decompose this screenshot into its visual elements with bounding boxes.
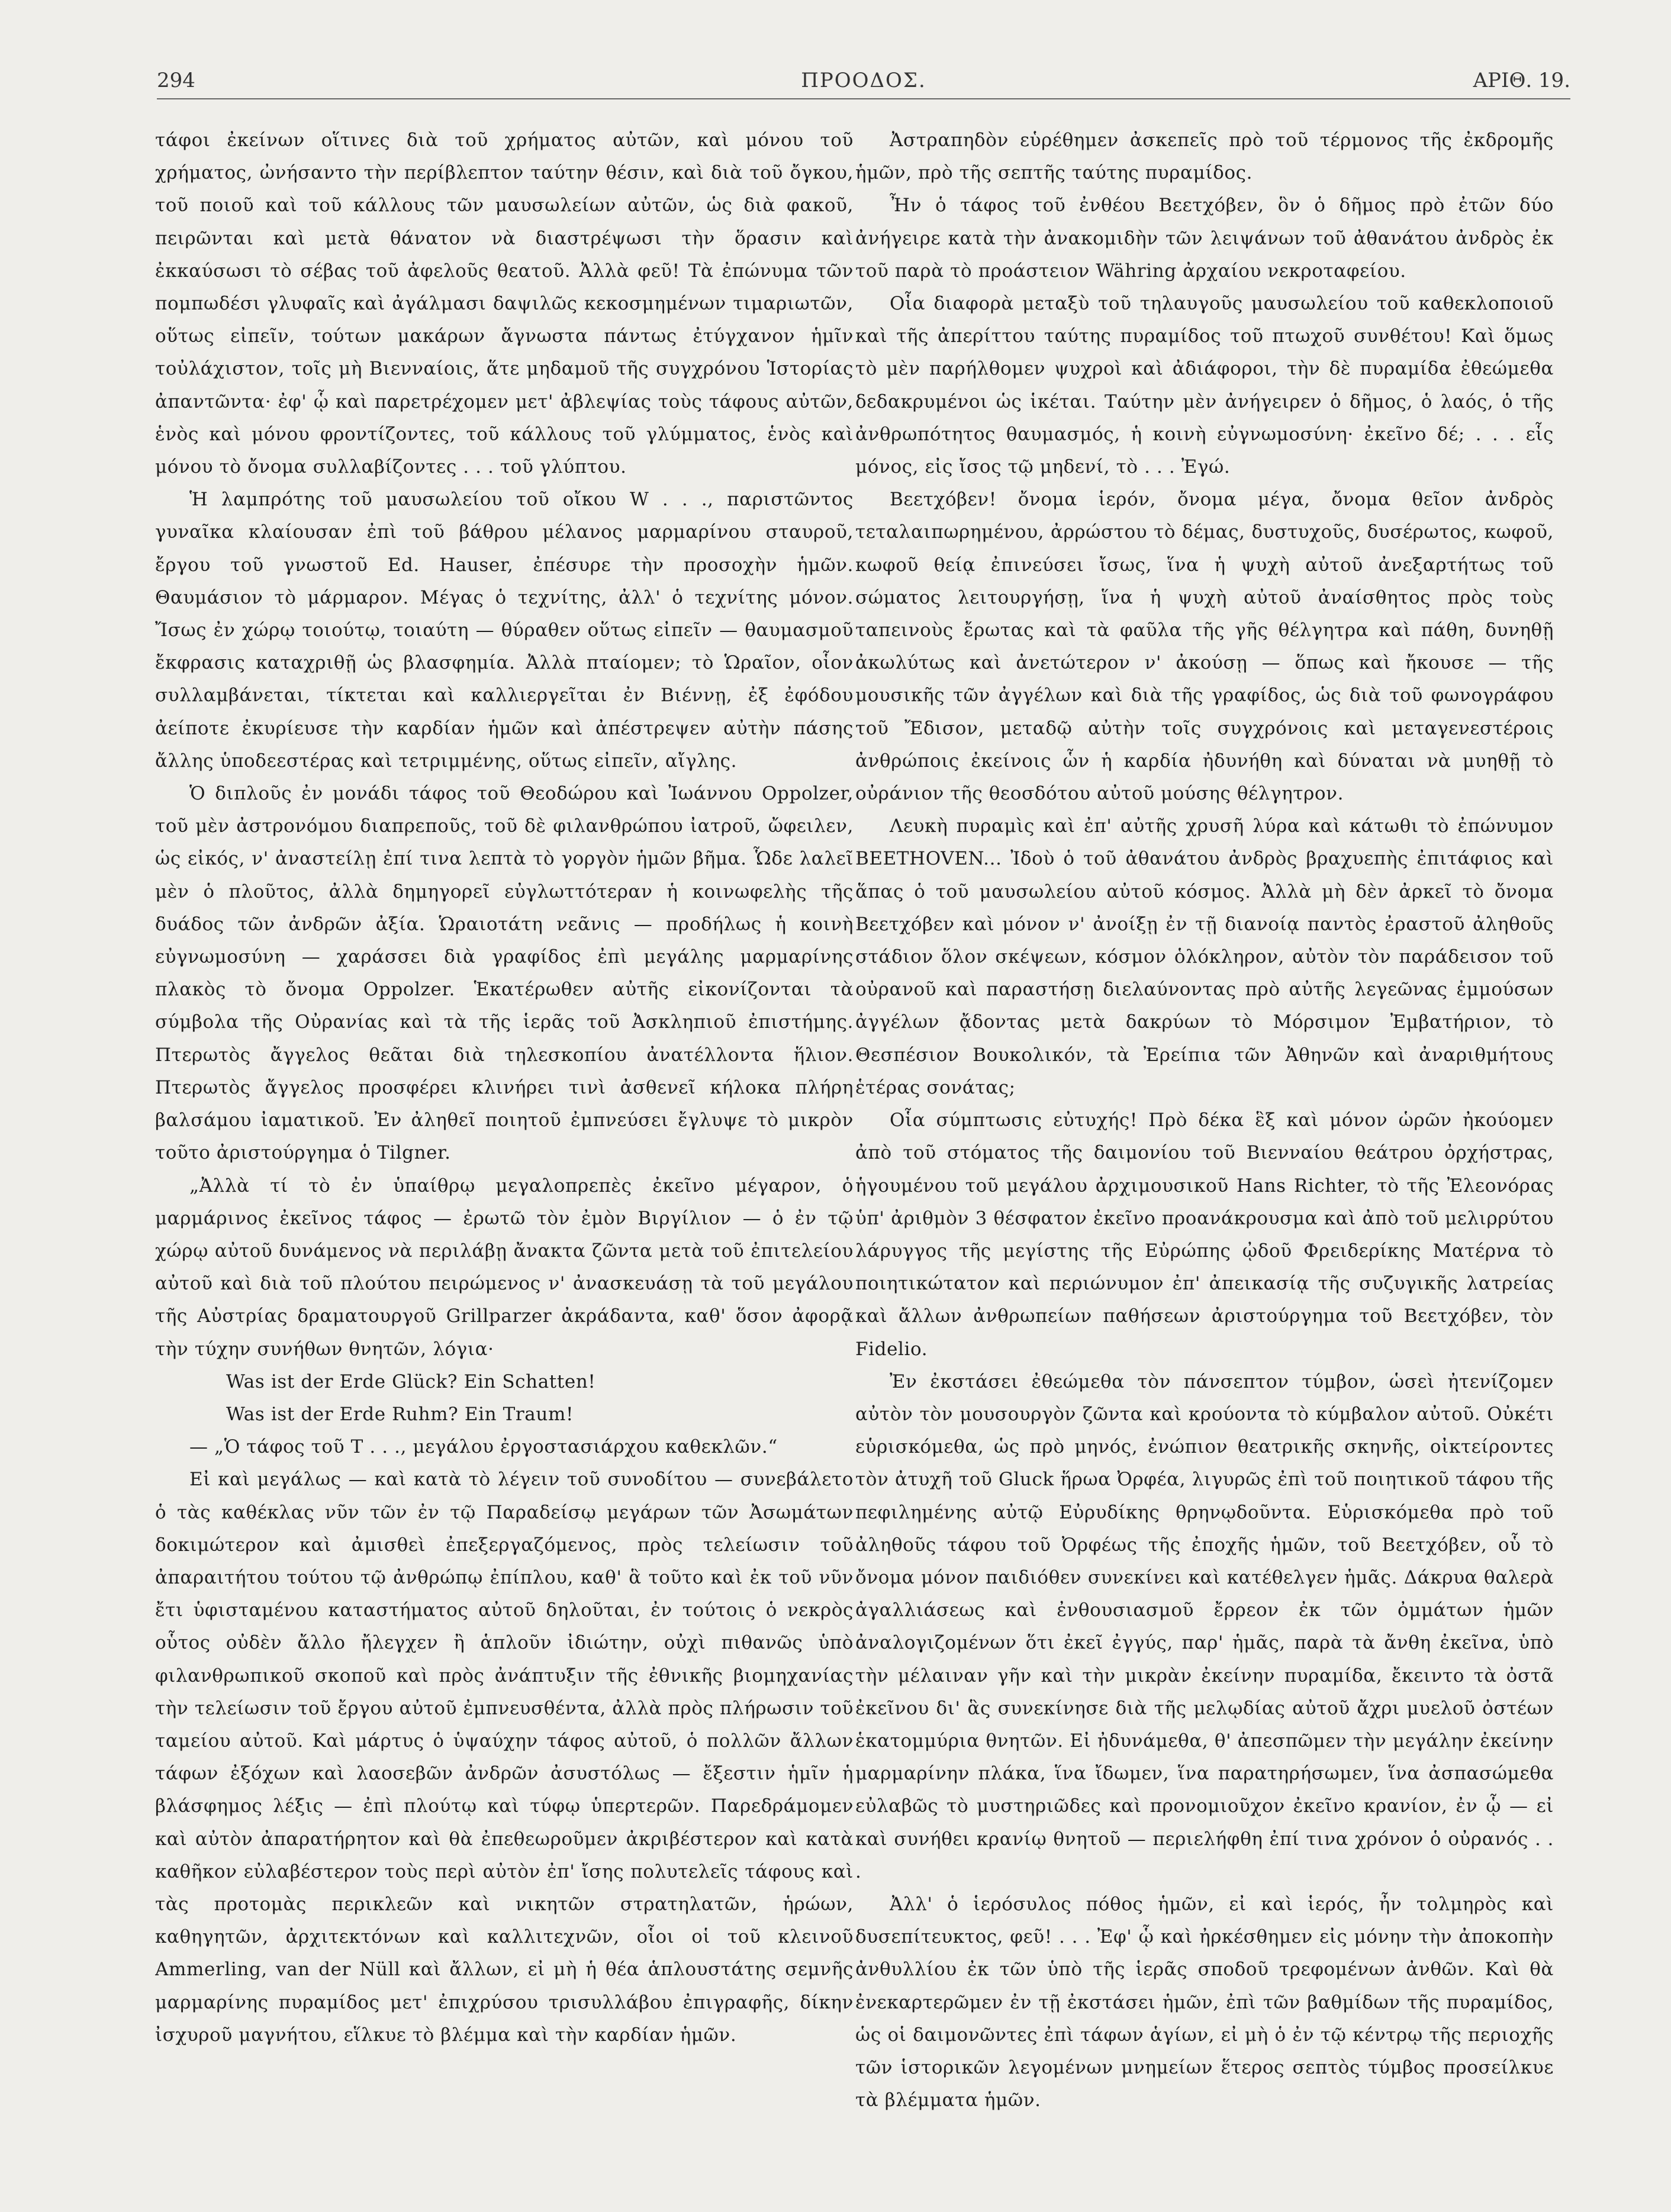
header-rule	[157, 98, 1570, 99]
paragraph: — „Ὁ τάφος τοῦ Τ . . ., μεγάλου ἐργοστασιάρχου καθεκλῶν.“	[189, 1436, 778, 1458]
paragraph: Εἰ καὶ μεγάλως — καὶ κατὰ τὸ λέγειν τοῦ συνοδίτου — συνεβάλετο ὁ τὰς καθέκλας νῦν τῶν ἐν τῷ Παραδείσῳ μεγάρων τῶν Ἀσωμάτων δοκιμώτερον καὶ ἀμισθεὶ ἐπεξεργαζόμενος, πρὸς τελείωσιν τοῦ ἀπαραιτήτου τούτου τῷ ἀνθρώπῳ ἐπίπλου, καθ' ἃ τοῦτο καὶ ἐκ τοῦ νῦν ἔτι ὑφισταμένου καταστήματος αὐτοῦ δηλοῦται, ἐν τούτοις ὁ νεκρὸς οὗτος οὐδὲν ἄλλο ἤλεγχεν ἢ ἁπλοῦν ἰδιώτην, οὐχὶ πιθανῶς ὑπὸ φιλανθρωπικοῦ σκοποῦ καὶ πρὸς ἀνάπτυξιν τῆς ἐθνικῆς βιομηχανίας τὴν τελείωσιν τοῦ ἔργου αὐτοῦ ἐμπνευσθέντα, ἀλλὰ πρὸς πλήρωσιν τοῦ ταμείου αὐτοῦ. Καὶ μάρτυς ὁ ὑψαύχην τάφος αὐτοῦ, ὁ πολλῶν ἄλλων τάφων ἐξόχων καὶ λαοσεβῶν ἀνδρῶν ἀσυστόλως — ἔξεστιν ἡμῖν ἡ βλάσφημος λέξις — ἐπὶ πλούτῳ καὶ τύφῳ ὑπερτερῶν. Παρεδράμομεν καὶ αὐτὸν ἀπαρατήρητον καὶ θὰ ἐπεθεωροῦμεν ἀκριβέστερον καὶ κατὰ καθῆκον εὐλαβέστερον τοὺς περὶ αὐτὸν ἐπ' ἴσης πολυτελεῖς τάφους καὶ τὰς προτομὰς περικλεῶν καὶ νικητῶν στρατηλατῶν, ἡρώων, καθηγητῶν, ἀρχιτεκτόνων καὶ καλλιτεχνῶν, οἷοι οἱ τοῦ κλεινοῦ Ammerling, van der Nüll καὶ ἄλλων, εἰ μὴ ἡ θέα ἁπλουστάτης σεμνῆς μαρμαρίνης πυραμίδος μετ' ἐπιχρύσου τρισυλλάβου ἐπιγραφῆς, δίκην ἰσχυροῦ μαγνήτου, εἵλκυε τὸ βλέμμα καὶ τὴν καρδίαν ἡμῶν.	[155, 1469, 854, 2046]
paragraph: Ἐν ἐκστάσει ἐθεώμεθα τὸν πάνσεπτον τύμβον, ὡσεὶ ἠτενίζομεν αὐτὸν τὸν μουσουργὸν ζῶντα καὶ κρούοντα τὸ κύμβαλον αὐτοῦ. Οὐκέτι εὑρισκόμεθα, ὡς πρὸ μηνός, ἐνώπιον θεατρικῆς σκηνῆς, οἰκτείροντες τὸν ἀτυχῆ τοῦ Gluck ἥρωα Ὀρφέα, λιγυρῶς ἐπὶ τοῦ ποιητικοῦ τάφου τῆς πεφιλημένης αὐτῷ Εὐρυδίκης θρηνῳδοῦντα. Εὑρισκόμεθα πρὸ τοῦ ἀληθοῦς τάφου τοῦ Ὀρφέως τῆς ἐποχῆς ἡμῶν, τοῦ Βεετχόβεν, οὗ τὸ ὄνομα μόνον παιδιόθεν συνεκίνει καὶ κατέθελγεν ἡμᾶς. Δάκρυα θαλερὰ ἀγαλλιάσεως καὶ ἐνθουσιασμοῦ ἔρρεον ἐκ τῶν ὀμμάτων ἡμῶν ἀναλογιζομένων ὅτι ἐκεῖ ἐγγύς, παρ' ἡμᾶς, παρὰ τὰ ἄνθη ἐκεῖνα, ὑπὸ τὴν μέλαιναν γῆν καὶ τὴν μικρὰν ἐκείνην πυραμίδα, ἔκειντο τὰ ὀστᾶ ἐκεῖνου δι' ἃς συνεκίνησε διὰ τῆς μελῳδίας αὐτοῦ ἄχρι μυελοῦ ὀστέων ἑκατομμύρια θνητῶν. Εἰ ἠδυνάμεθα, θ' ἀπεσπῶμεν τὴν μεγάλην ἐκείνην μαρμαρίνην πλάκα, ἵνα ἴδωμεν, ἵνα παρατηρήσωμεν, ἵνα ἀσπασώμεθα εὐλαβῶς τὸ μυστηριῶδες καὶ προνομιοῦχον ἐκεῖνο κρανίον, ἐν ᾧ — εἰ καὶ συνήθει κρανίῳ θνητοῦ — περιελήφθη ἐπί τινα χρόνον ὁ οὐρανός . . .	[855, 1371, 1554, 1882]
paragraph: Οἷα σύμπτωσις εὐτυχής! Πρὸ δέκα ἓξ καὶ μόνον ὡρῶν ἠκούομεν ἀπὸ τοῦ στόματος τῆς δαιμονίου τοῦ Βιενναίου θεάτρου ὀρχήστρας, ἡγουμένου τοῦ μεγάλου ἀρχιμουσικοῦ Hans Richter, τὸ τῆς Ἐλεονόρας ὑπ' ἀριθμὸν 3 θέσφατον ἐκεῖνο προανάκρουσμα καὶ ἀπὸ τοῦ μελιρρύτου λάρυγγος τῆς μεγίστης τῆς Εὐρώπης ᾠδοῦ Φρειδερίκης Ματέρνα τὸ ποιητικώτατον καὶ περιώνυμον ἐπ' ἀπεικασίᾳ τῆς συζυγικῆς λατρείας καὶ ἄλλων ἀνθρωπείων παθήσεων ἀριστούργημα τοῦ Βεετχόβεν, τὸν Fidelio.	[855, 1110, 1554, 1360]
paragraph: Ἦν ὁ τάφος τοῦ ἐνθέου Βεετχόβεν, ὃν ὁ δῆμος πρὸ ἐτῶν δύο ἀνήγειρε κατὰ τὴν ἀνακομιδὴν τῶν λειψάνων τοῦ ἀθανάτου ἀνδρὸς ἐκ τοῦ παρὰ τὸ προάστειον Währing ἀρχαίου νεκροταφείου.	[855, 195, 1554, 282]
paragraph: Ἀλλ' ὁ ἱερόσυλος πόθος ἡμῶν, εἰ καὶ ἱερός, ἦν τολμηρὸς καὶ δυσεπίτευκτος, φεῦ! . . . Ἐφ' ᾧ καὶ ἠρκέσθημεν εἰς μόνην τὴν ἀποκοπὴν ἀνθυλλίου ἐκ τῶν ὑπὸ τῆς ἱερᾶς σποδοῦ τρεφομένων ἀνθῶν. Καὶ θὰ ἐνεκαρτερῶμεν ἐν τῇ ἐκστάσει ἡμῶν, ἐπὶ τῶν βαθμίδων τῆς πυραμίδος, ὡς οἱ δαιμονῶντες ἐπὶ τάφων ἁγίων, εἰ μὴ ὁ ἐν τῷ κέντρῳ τῆς περιοχῆς τῶν ἱστορικῶν λεγομένων μνημείων ἕτερος σεπτὸς τύμβος προσείλκυε τὰ βλέμματα ἡμῶν.	[855, 1893, 1554, 2111]
paragraph: Ὁ διπλοῦς ἐν μονάδι τάφος τοῦ Θεοδώρου καὶ Ἰωάννου Oppolzer, τοῦ μὲν ἀστρονόμου διαπρεποῦς, τοῦ δὲ φιλανθρώπου ἰατροῦ, ὤφειλεν, ὡς εἰκός, ν' ἀναστείλῃ ἐπί τινα λεπτὰ τὸ γοργὸν ἡμῶν βῆμα. Ὧδε λαλεῖ μὲν ὁ πλοῦτος, ἀλλὰ δημηγορεῖ εὐγλωττότεραν ἡ κοινωφελὴς τῆς δυάδος τῶν ἀνδρῶν ἀξία. Ὡραιοτάτη νεᾶνις — προδήλως ἡ κοινὴ εὐγνωμοσύνη — χαράσσει διὰ γραφίδος ἐπὶ μεγάλης μαρμαρίνης πλακὸς τὸ ὄνομα Oppolzer. Ἑκατέρωθεν αὐτῆς εἰκονίζονται τὰ σύμβολα τῆς Οὐρανίας καὶ τὰ τῆς ἱερᾶς τοῦ Ἀσκληπιοῦ ἐπιστήμης. Πτερωτὸς ἄγγελος θεᾶται διὰ τηλεσκοπίου ἀνατέλλοντα ἥλιον. Πτερωτὸς ἄγγελος προσφέρει κλινήρει τινὶ ἀσθενεῖ κήλοκα πλήρη βαλσάμου ἰαματικοῦ. Ἐν ἀληθεῖ ποιητοῦ ἐμπνεύσει ἔγλυψε τὸ μικρὸν τοῦτο ἀριστούργημα ὁ Tilgner.	[155, 783, 854, 1164]
issue-number: ΑΡΙΘ. 19.	[1473, 69, 1570, 92]
paragraph: „Ἀλλὰ τί τὸ ἐν ὑπαίθρῳ μεγαλοπρεπὲς ἐκεῖνο μέγαρον, ὁ μαρμάρινος ἐκεῖνος τάφος — ἐρωτῶ τὸν ἐμὸν Βιργίλιον — ὁ ἐν τῷ χώρῳ αὐτοῦ δυνάμενος νὰ περιλάβῃ ἄνακτα ζῶντα μετὰ τοῦ ἐπιτελείου αὐτοῦ καὶ διὰ τοῦ πλούτου πειρώμενος ν' ἀνασκευάσῃ τὰ τοῦ μεγάλου τῆς Αὐστρίας δραματουργοῦ Grillparzer ἀκράδαντα, καθ' ὅσον ἀφορᾷ τὴν τύχην συνήθων θνητῶν, λόγια·	[155, 1175, 854, 1360]
paragraph: Ἡ λαμπρότης τοῦ μαυσωλείου τοῦ οἴκου W . . ., παριστῶντος γυναῖκα κλαίουσαν ἐπὶ τοῦ βάθρου μέλανος μαρμαρίνου σταυροῦ, ἔργου τοῦ γνωστοῦ Ed. Hauser, ἐπέσυρε τὴν προσοχὴν ἡμῶν. Θαυμάσιον τὸ μάρμαρον. Μέγας ὁ τεχνίτης, ἀλλ' ὁ τεχνίτης μόνον. Ἴσως ἐν χώρῳ τοιούτῳ, τοιαύτη — θύραθεν οὕτως εἰπεῖν — θαυμασμοῦ ἔκφρασις καταχριθῇ ὡς βλασφημία. Ἀλλὰ πταίομεν; τὸ Ὡραῖον, οἷον συλλαμβάνεται, τίκτεται καὶ καλλιεργεῖται ἐν Βιέννῃ, ἐξ ἐφόδου ἀείποτε ἐκυρίευσε τὴν καρδίαν ἡμῶν καὶ ἀπέστρεψεν αὐτὴν πάσης ἄλλης ὑποδεεστέρας καὶ τετριμμένης, οὕτως εἰπεῖν, αἴγλης.	[155, 489, 854, 772]
right-column	[855, 124, 1554, 2178]
paragraph: Ἀστραπηδὸν εὑρέθημεν ἀσκεπεῖς πρὸ τοῦ τέρμονος τῆς ἐκδρομῆς ἡμῶν, πρὸ τῆς σεπτῆς ταύτης πυραμίδος.	[855, 130, 1554, 184]
left-column	[155, 124, 854, 2178]
paragraph: Οἷα διαφορὰ μεταξὺ τοῦ τηλαυγοῦς μαυσωλείου τοῦ καθεκλοποιοῦ καὶ τῆς ἀπερίττου ταύτης πυραμίδος τοῦ πτωχοῦ συνθέτου! Καὶ ὅμως τὸ μὲν παρήλθομεν ψυχροὶ καὶ ἀδιάφοροι, τὴν δὲ πυραμίδα ἐθεώμεθα δεδακρυμένοι ὡς ἱκέται. Ταύτην μὲν ἀνήγειρεν ὁ δῆμος, ὁ λαός, ὁ τῆς ἀνθρωπότητος θαυμασμός, ἡ κοινὴ εὐγνωμοσύνη· ἐκεῖνο δέ; . . . εἷς μόνος, εἰς ἴσος τῷ μηδενί, τὸ . . . Ἐγώ.	[855, 293, 1554, 478]
page-number: 294	[157, 69, 195, 92]
publication-title: ΠΡΟΟΔΟΣ.	[801, 69, 926, 92]
page-header	[157, 64, 1570, 99]
paragraph: τάφοι ἐκείνων οἵτινες διὰ τοῦ χρήματος αὐτῶν, καὶ μόνου τοῦ χρήματος, ὠνήσαντο τὴν περίβλεπτον ταύτην θέσιν, καὶ διὰ τοῦ ὄγκου, τοῦ ποιοῦ καὶ τοῦ κάλλους τῶν μαυσωλείων αὐτῶν, ὡς διὰ φακοῦ, πειρῶνται καὶ μετὰ θάνατον νὰ διαστρέψωσι τὴν ὅρασιν καὶ ἐκκαύσωσι τὸ σέβας τοῦ ἀφελοῦς θεατοῦ. Ἀλλὰ φεῦ! Τὰ ἐπώνυμα τῶν πομπωδέσι γλυφαῖς καὶ ἀγάλμασι δαψιλῶς κεκοσμημένων τιμαριωτῶν, οὕτως εἰπεῖν, τούτων μακάρων ἄγνωστα πάντως ἐτύγχανον ἡμῖν τοὐλάχιστον, τοῖς μὴ Βιενναίοις, ἅτε μηδαμοῦ τῆς συγχρόνου Ἱστορίας ἀπαντῶντα· ἐφ' ᾧ καὶ παρετρέχομεν μετ' ἀβλεψίας τοὺς τάφους αὐτῶν, ἑνὸς καὶ μόνου φροντίζοντες, τοῦ κάλλους τοῦ γλύμματος, ἑνὸς καὶ μόνου τὸ ὄνομα συλλαβίζοντες . . . τοῦ γλύπτου.	[155, 130, 854, 478]
paragraph: Βεετχόβεν! ὄνομα ἱερόν, ὄνομα μέγα, ὄνομα θεῖον ἀνδρὸς τεταλαιπωρημένου, ἀρρώστου τὸ δέμας, δυστυχοῦς, δυσέρωτος, κωφοῦ, κωφοῦ θείᾳ ἐπινεύσει ἴσως, ἵνα ἡ ψυχὴ αὐτοῦ ἀνεξαρτήτως τοῦ σώματος λειτουργήσῃ, ἵνα ἡ ψυχὴ αὐτοῦ ἀναίσθητος πρὸς τοὺς ταπεινοὺς ἔρωτας καὶ τὰ φαῦλα τῆς γῆς θέλγητρα καὶ πάθη, δυνηθῇ ἀκωλύτως καὶ ἀνετώτερον ν' ἀκούσῃ — ὅπως καὶ ἤκουσε — τῆς μουσικῆς τῶν ἀγγέλων καὶ διὰ τῆς γραφίδος, ὡς διὰ τοῦ φωνογράφου τοῦ Ἔδισον, μεταδῷ αὐτὴν τοῖς συγχρόνοις καὶ μεταγενεστέροις ἀνθρώποις ἐκείνοις ὧν ἡ καρδία ἠδυνήθη καὶ δύναται νὰ μυηθῇ τὸ οὐράνιον τῆς θεοσδότου αὐτοῦ μούσης θέλγητρον.	[855, 489, 1554, 805]
verse-line: Was ist der Erde Ruhm? Ein Traum!	[226, 1403, 574, 1425]
verse-line: Was ist der Erde Glück? Ein Schatten!	[226, 1371, 596, 1392]
paragraph: Λευκὴ πυραμὶς καὶ ἐπ' αὐτῆς χρυσῆ λύρα καὶ κάτωθι τὸ ἐπώνυμον BEETHOVEN... Ἰδοὺ ὁ τοῦ ἀθανάτου ἀνδρὸς βραχυεπὴς ἐπιτάφιος καὶ ἅπας ὁ τοῦ μαυσωλείου αὐτοῦ κόσμος. Ἀλλὰ μὴ δὲν ἀρκεῖ τὸ ὄνομα Βεετχόβεν καὶ μόνον ν' ἀνοίξῃ ἐν τῇ διανοίᾳ παντὸς ἐραστοῦ ἀληθοῦς στάδιον ὅλον σκέψεων, κόσμον ὁλόκληρον, αὐτὸν τὸν παράδεισον τοῦ οὐρανοῦ καὶ παραστήσῃ διελαύνοντας πρὸ αὐτῆς λεγεῶνας ἐμμούσων ἀγγέλων ᾄδοντας μετὰ δακρύων τὸ Μόρσιμον Ἐμβατήριον, τὸ Θεσπέσιον Βουκολικόν, τὰ Ἐρείπια τῶν Ἀθηνῶν καὶ ἀναριθμήτους ἑτέρας σονάτας;	[855, 815, 1554, 1098]
